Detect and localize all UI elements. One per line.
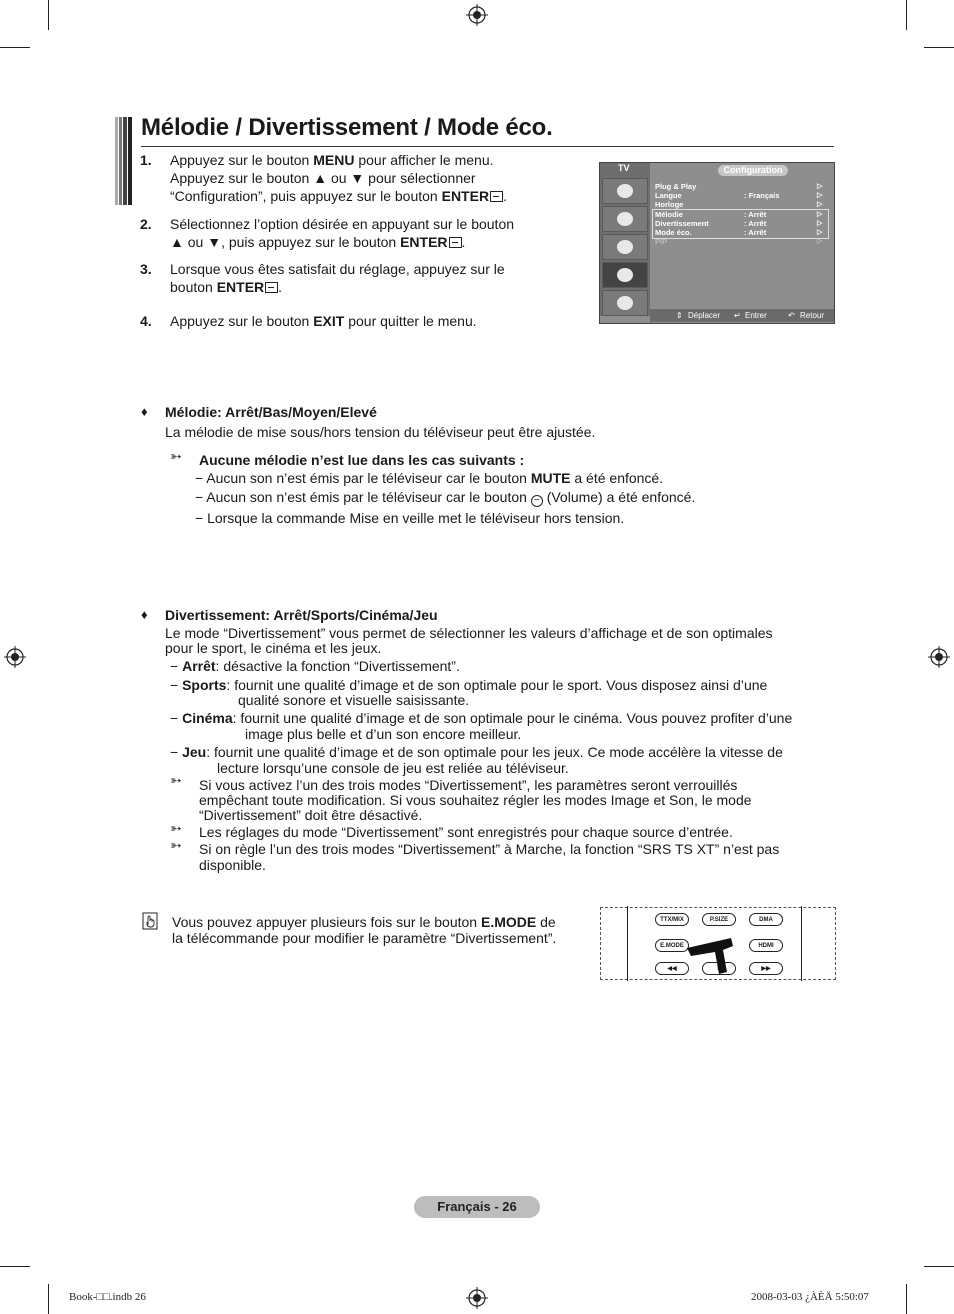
divertissement-description: pour le sport, le cinéma et les jeux. [165,640,382,656]
tv-menu-row: Horloge ▷ [655,200,823,209]
tv-source-label: TV [618,163,630,173]
title-decoration [115,117,133,205]
picture-icon [602,178,648,204]
footer-date: 2008-03-03 ¿ÀÈÄ 5:50:07 [751,1291,869,1303]
melodie-note-heading: Aucune mélodie n’est lue dans les cas suivants : [199,452,525,468]
divertissement-note: “Divertissement” doit être désactivé. [199,807,423,823]
step-number: 2. [140,216,152,232]
tip-text: la télécommande pour modifier le paramètre “Divertissement”. [172,930,557,946]
crop-mark [924,47,954,48]
setup-icon [602,262,648,288]
tv-menu-screenshot [599,162,835,324]
melodie-description: La mélodie de mise sous/hors tension du téléviseur peut être ajustée. [165,424,596,440]
tv-menu-row: Mode éco. : Arrêt ▷ [655,228,823,237]
tv-menu-header: Configuration [718,165,788,176]
enter-icon [265,282,278,293]
bullet-icon: ♦ [141,607,148,622]
bullet-icon: ♦ [141,404,148,419]
divertissement-note: Si vous activez l’un des trois modes “Divertissement”, les paramètres seront verrouillés [199,777,738,793]
sound-icon [602,206,648,232]
tv-menu-row: Mélodie : Arrêt ▷ [655,210,823,219]
option-cinema-cont: image plus belle et d’un son encore meilleur. [245,726,522,742]
input-icon [602,290,648,316]
option-sports: − Sports: fournit une qualité d’image et de son optimale pour le sport. Vous disposez ainsi d’une [170,677,768,693]
enter-icon: ↵ [734,311,741,320]
crop-mark [0,47,30,48]
option-jeu-cont: lecture lorsqu’une console de jeu est reliée au téléviseur. [217,760,569,776]
e-mode-button: E.MODE [655,939,689,952]
option-sports-cont: qualité sonore et visuelle saisissante. [238,692,470,708]
divertissement-note: empêchant toute modification. Si vous souhaitez régler les modes Image et Son, le mode [199,792,752,808]
crop-mark [48,1284,49,1314]
tv-menu-row: Langue : Français ▷ [655,191,823,200]
note-arrow-icon: ➳ [170,820,182,836]
tv-menu-footer: ⇕ Déplacer ↵ Entrer ↶ Retour [650,309,834,322]
option-cinema: − Cinéma: fournit une qualité d’image et de son optimale pour le cinéma. Vous pouvez profiter d’une [170,710,793,726]
divertissement-note: Les réglages du mode “Divertissement” sont enregistrés pour chaque source d’entrée. [199,824,733,840]
fast-forward-button: ▶▶ [749,962,783,975]
tv-menu-row: Plug & Play ▷ [655,182,823,191]
divertissement-note: disponible. [199,857,266,873]
registration-mark-icon [466,1287,488,1309]
footer-file: Book-□□.indb 26 [69,1291,146,1303]
option-jeu: − Jeu: fournit une qualité d’image et de son optimale pour les jeux. Ce mode accélère la vitesse de [170,744,783,760]
note-arrow-icon: ➳ [170,448,182,464]
channel-icon [602,234,648,260]
tv-menu-row: PIP ▷ [655,237,823,246]
step-number: 1. [140,152,152,168]
step-4: 4. Appuyez sur le bouton EXIT pour quitter le menu. [140,313,477,329]
melodie-case: − Aucun son n’est émis par le téléviseur car le bouton MUTE a été enfoncé. [195,470,664,486]
note-arrow-icon: ➳ [170,772,182,788]
crop-mark [0,1266,30,1267]
option-arret: − Arrêt: désactive la fonction “Divertissement”. [170,658,460,674]
enter-icon [449,237,462,248]
rewind-button: ◀◀ [655,962,689,975]
tv-menu-row: Divertissement : Arrêt ▷ [655,219,823,228]
page-title: Mélodie / Divertissement / Mode éco. [141,114,553,141]
melodie-case: − Lorsque la commande Mise en veille met le téléviseur hors tension. [195,510,625,526]
title-rule [141,146,834,147]
dma-button: DMA [749,913,783,926]
p-size-button: P.SIZE [702,913,736,926]
crop-mark [48,0,49,30]
pointing-arrow-icon [685,936,741,976]
registration-mark-icon [466,4,488,26]
remote-control-illustration [600,907,836,980]
crop-mark [924,1266,954,1267]
page-number: Français - 26 [414,1196,540,1218]
melodie-case: − Aucun son n’est émis par le téléviseur car le bouton − (Volume) a été enfoncé. [195,489,696,506]
ttx-mix-button: TTX/MIX [655,913,689,926]
step-number: 4. [140,313,152,329]
step-3: 3. Lorsque vous êtes satisfait du réglage, appuyez sur le bouton ENTER . [140,261,505,295]
divertissement-note: Si on règle l’un des trois modes “Divertissement” à Marche, la fonction “SRS TS XT” n’est pas [199,841,780,857]
note-arrow-icon: ➳ [170,837,182,853]
move-icon: ⇕ [676,311,683,320]
crop-mark [906,1284,907,1314]
registration-mark-icon [4,646,26,668]
return-icon: ↶ [788,311,795,320]
divertissement-description: Le mode “Divertissement” vous permet de sélectionner les valeurs d’affichage et de son optimales [165,625,773,641]
tip-text: Vous pouvez appuyer plusieurs fois sur le bouton E.MODE de [172,914,556,930]
enter-icon [490,191,503,202]
hdmi-button: HDMI [749,939,783,952]
volume-down-icon: − [531,495,543,507]
melodie-heading: Mélodie: Arrêt/Bas/Moyen/Elevé [165,404,377,420]
step-number: 3. [140,261,152,277]
registration-mark-icon [928,646,950,668]
step-1: 1. Appuyez sur le bouton MENU pour afficher le menu. Appuyez sur le bouton ▲ ou ▼ pour sélectionner “Configuration”, puis appuyez sur le bouton ENTER . [140,152,507,204]
hand-icon [142,912,158,930]
step-2: 2. Sélectionnez l’option désirée en appuyant sur le bouton ▲ ou ▼, puis appuyez sur le bouton ENTER . [140,216,515,250]
divertissement-heading: Divertissement: Arrêt/Sports/Cinéma/Jeu [165,607,438,623]
crop-mark [906,0,907,30]
